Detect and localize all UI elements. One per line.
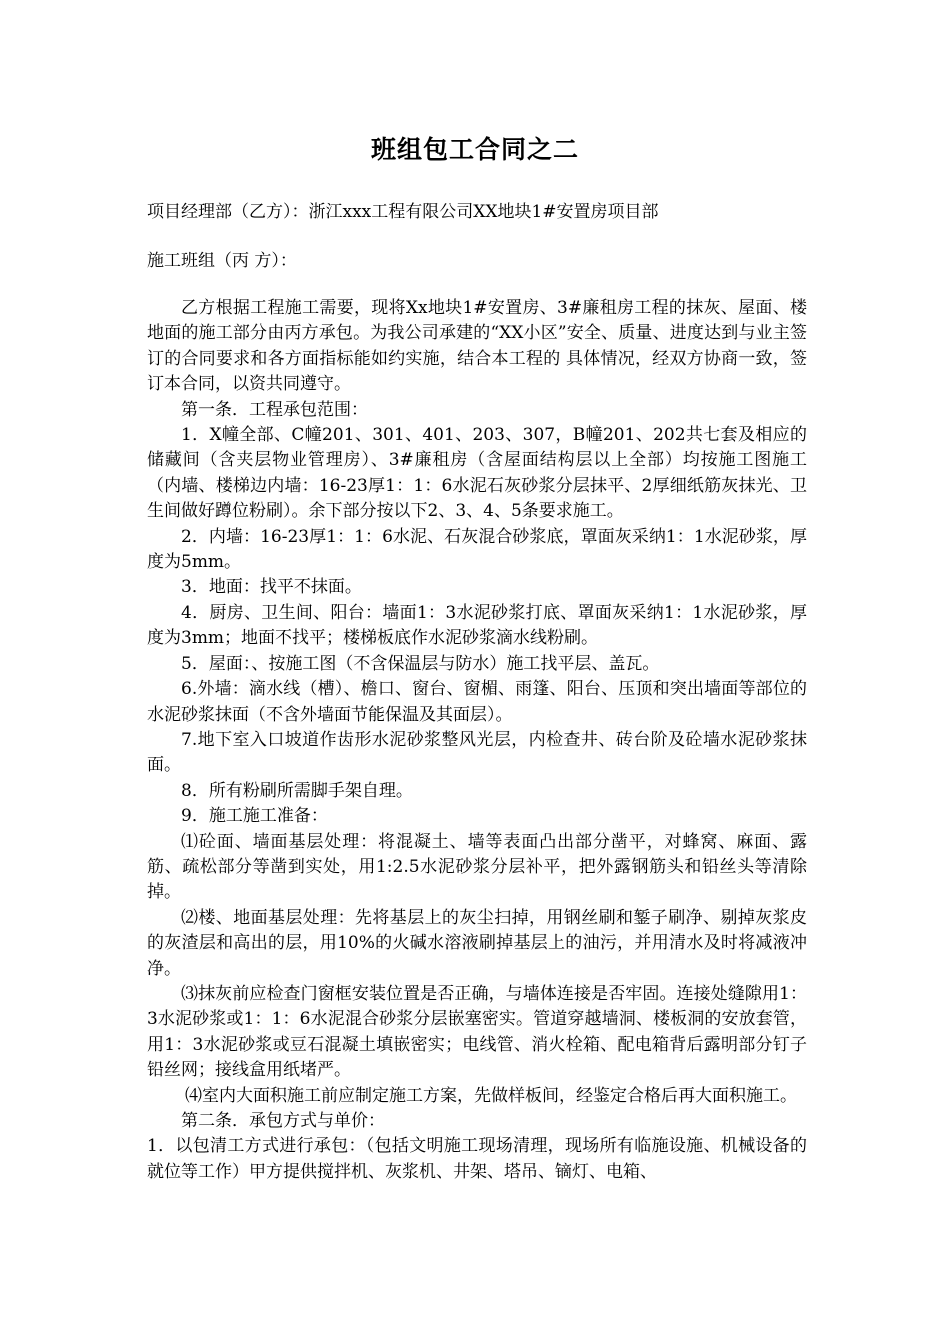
party-b-line: 项目经理部（乙方）：浙江xxx工程有限公司XX地块1#安置房项目部 — [147, 202, 659, 222]
prep-item-2: ⑵楼、地面基层处理：先将基层上的灰尘扫掉，用钢丝刷和錾子刷净、剔掉灰浆皮的灰渣层和高出的层，用10%的火碱水溶液刷掉基层上的油污，并用清水及时将减液冲净。 — [147, 907, 807, 979]
scope-item-9: 9．施工施工准备： — [181, 806, 328, 827]
prep-item-3: ⑶抹灰前应检查门窗框安装位置是否正确，与墙体连接是否牢固。连接处缝隙用1：3水泥砂浆或1：1：6水泥混合砂浆分层嵌塞密实。管道穿越墙洞、楼板洞的安放套管，用1：3水泥砂浆或豆石混凝土填嵌密实；电线管、消火栓箱、配电箱背后露明部分钉子铅丝网；接线盒用纸堵严。 — [147, 983, 807, 1081]
article-1-heading: 第一条．工程承包范围： — [181, 399, 368, 420]
party-c-line: 施工班组（丙 方）： — [147, 251, 297, 271]
scope-item-5: 5．屋面：、按施工图（不含保温层与防水）施工找平层、盖瓦。 — [181, 653, 660, 674]
contract-body — [147, 296, 807, 1185]
intro-paragraph: 乙方根据工程施工需要，现将Xx地块1#安置房、3#廉租房工程的抹灰、屋面、楼地面的施工部分由丙方承包。为我公司承建的“XX小区”安全、质量、进度达到与业主签订的合同要求和各方面指标能如约实施，结合本工程的 具体情况，经双方协商一致，签订本合同，以资共同遵守。 — [147, 298, 807, 395]
prep-item-1: ⑴砼面、墙面基层处理：将混凝土、墙等表面凸出部分凿平，对蜂窝、麻面、露筋、疏松部分等凿到实处，用1:2.5水泥砂浆分层补平，把外露钢筋头和铅丝头等清除掉。 — [147, 831, 807, 903]
article-2-heading: 第二条．承包方式与单价： — [181, 1111, 385, 1131]
scope-item-3: 3．地面：找平不抹面。 — [181, 577, 362, 598]
scope-item-1: 1．X幢全部、C幢201、301、401、203、307，B幢201、202共七套及相应的储藏间（含夹层物业管理房）、3#廉租房（含屋面结构层以上全部）均按施工图施工（内墙、楼梯边内墙：16-23厚1：1：6水泥石灰砂浆分层抹平、2厚细纸筋灰抹光、卫生间做好蹲位粉刷）。余下部分按以下2、3、4、5条要求施工。 — [147, 425, 807, 522]
contract-method-item-1: 1．以包清工方式进行承包：（包括文明施工现场清理，现场所有临施设施、机械设备的就位等工作）甲方提供搅拌机、灰浆机、井架、塔吊、镝灯、电箱、 — [147, 1136, 807, 1182]
scope-item-8: 8．所有粉刷所需脚手架自理。 — [181, 780, 413, 801]
prep-item-4: ⑷室内大面积施工前应制定施工方案，先做样板间，经鉴定合格后再大面积施工。 — [185, 1085, 797, 1106]
document-title: 班组包工合同之二 — [370, 135, 579, 164]
scope-item-4: 4．厨房、卫生间、阳台：墙面1：3水泥砂浆打底、罩面灰采纳1：1水泥砂浆，厚度为3mm；地面不找平；楼梯板底作水泥砂浆滴水线粉刷。 — [147, 602, 807, 649]
scope-item-2: 2．内墙：16-23厚1：1：6水泥、石灰混合砂浆底，罩面灰采纳1：1水泥砂浆，厚度为5mm。 — [147, 526, 807, 573]
scope-item-6: 6.外墙：滴水线（槽）、檐口、窗台、窗楣、雨篷、阳台、压顶和突出墙面等部位的水泥砂浆抹面（不含外墙面节能保温及其面层）。 — [147, 679, 807, 725]
scope-item-7: 7.地下室入口坡道作齿形水泥砂浆整风光层，内检查井、砖台阶及砼墙水泥砂浆抹面。 — [147, 729, 807, 776]
